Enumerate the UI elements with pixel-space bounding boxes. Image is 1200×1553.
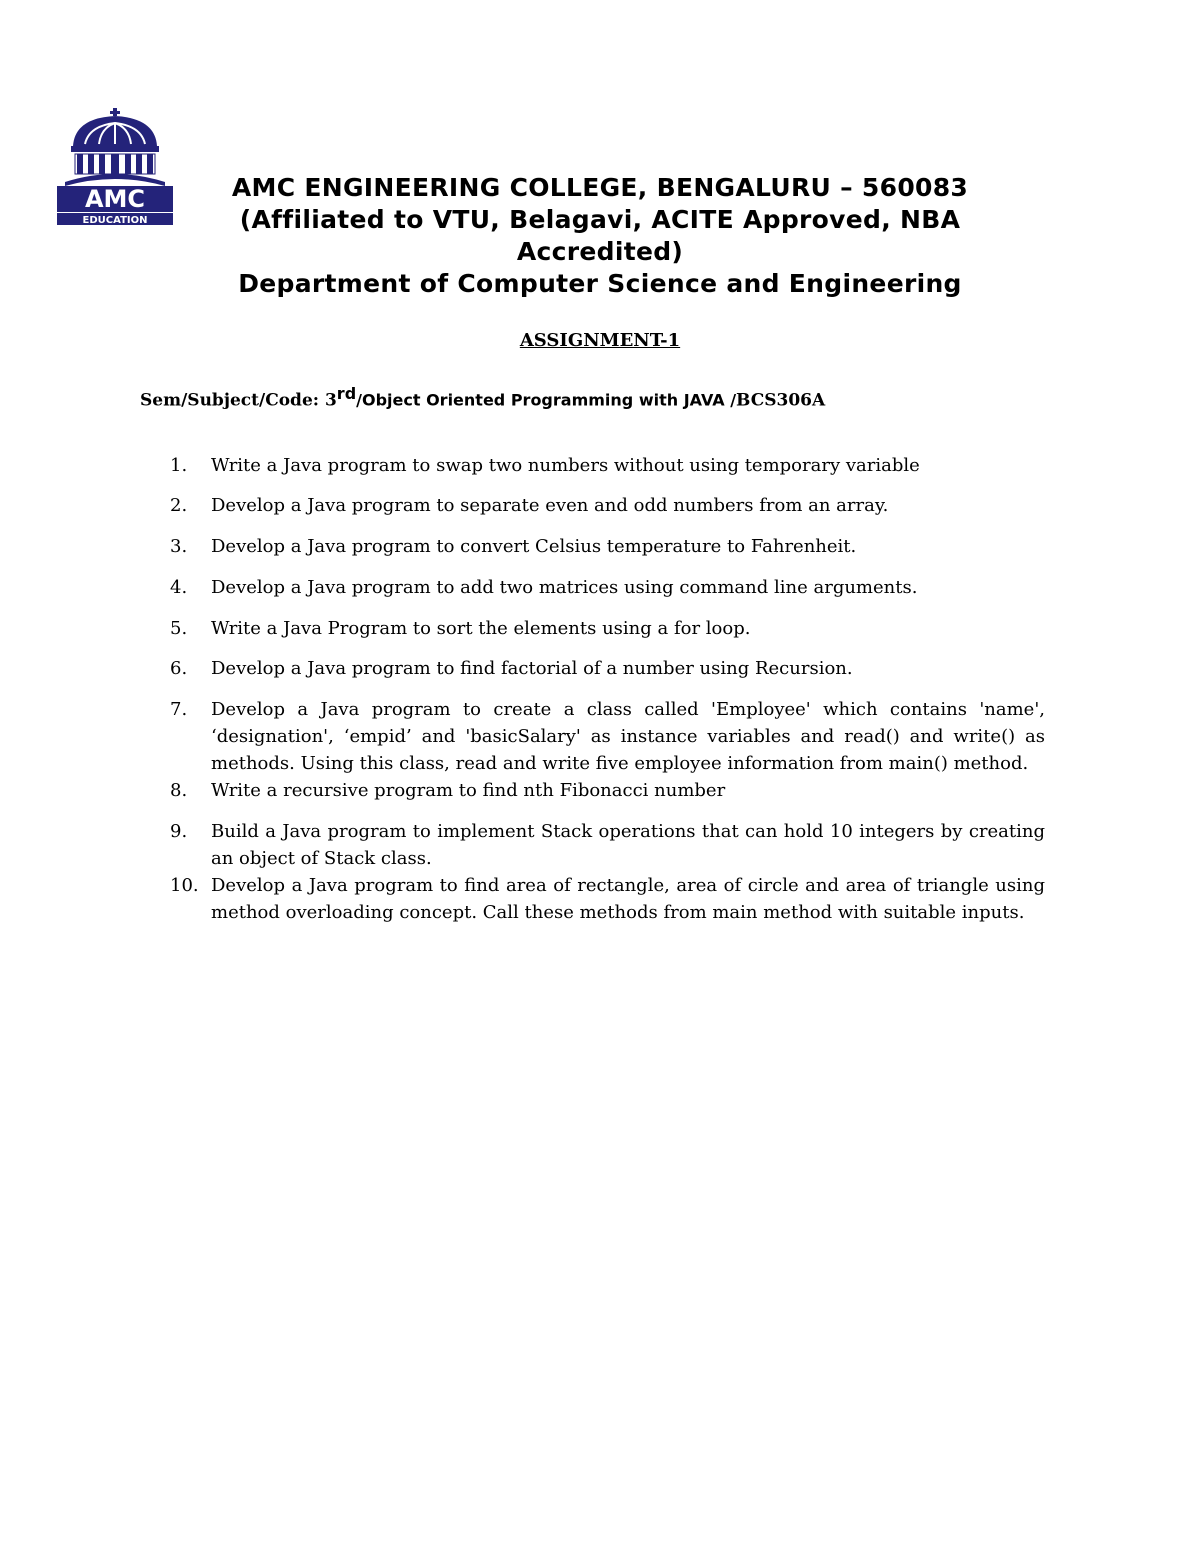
list-item <box>170 818 1045 872</box>
question-text: Develop a Java program to create a class called 'Employee' which contains 'name', ‘designation', ‘empid’ and 'basicSalary' as instance variables and read() and write() as methods. Using this class, read and write five employee information from main() method. <box>211 699 1045 774</box>
list-item <box>170 872 1045 926</box>
question-number: 6. <box>170 658 188 679</box>
question-text: Write a Java Program to sort the elements using a for loop. <box>211 618 751 639</box>
affiliation-line-2: Accredited) <box>516 237 684 266</box>
college-header <box>190 172 1010 300</box>
question-text: Develop a Java program to find area of rectangle, area of circle and area of triangle using method overloading concept. Call these methods from main method with suitable inputs. <box>211 875 1045 923</box>
department-name: Department of Computer Science and Engineering <box>238 269 962 298</box>
amc-logo <box>55 106 175 226</box>
question-number: 7. <box>170 699 188 720</box>
question-text: Develop a Java program to separate even and odd numbers from an array. <box>211 495 889 516</box>
list-item <box>170 777 1045 804</box>
question-text: Build a Java program to implement Stack operations that can hold 10 integers by creating an object of Stack class. <box>211 821 1045 869</box>
college-name: AMC ENGINEERING COLLEGE, BENGALURU – 560083 <box>231 173 969 202</box>
question-text: Develop a Java program to add two matrices using command line arguments. <box>211 577 918 598</box>
list-item <box>170 696 1045 777</box>
list-item <box>170 492 1045 519</box>
logo-amc-text: AMC <box>84 185 146 213</box>
question-text: Write a Java program to swap two numbers without using temporary variable <box>211 455 920 476</box>
question-number: 10. <box>170 875 199 896</box>
question-number: 5. <box>170 618 188 639</box>
question-number: 4. <box>170 577 188 598</box>
question-text: Develop a Java program to convert Celsius temperature to Fahrenheit. <box>211 536 857 557</box>
question-number: 8. <box>170 780 188 801</box>
sem-superscript: rd <box>336 384 357 403</box>
question-number: 2. <box>170 495 188 516</box>
sem-label: Sem/Subject/Code: 3 <box>140 390 337 411</box>
question-text: Develop a Java program to find factorial of a number using Recursion. <box>211 658 853 679</box>
list-item <box>170 452 1045 479</box>
list-item <box>170 574 1045 601</box>
question-number: 9. <box>170 821 188 842</box>
subject-line <box>140 382 825 413</box>
subject-code: BCS306A <box>736 390 826 411</box>
question-list <box>170 452 1045 926</box>
list-item <box>170 615 1045 642</box>
list-item <box>170 533 1045 560</box>
question-number: 1. <box>170 455 188 476</box>
affiliation-line-1: (Affiliated to VTU, Belagavi, ACITE Approved, NBA <box>239 205 961 234</box>
subject-name: /Object Oriented Programming with JAVA / <box>356 390 737 410</box>
question-text: Write a recursive program to find nth Fibonacci number <box>211 780 726 801</box>
logo-education-text: EDUCATION <box>82 215 148 226</box>
question-number: 3. <box>170 536 188 557</box>
assignment-title: ASSIGNMENT-1 <box>519 330 681 351</box>
list-item <box>170 655 1045 682</box>
